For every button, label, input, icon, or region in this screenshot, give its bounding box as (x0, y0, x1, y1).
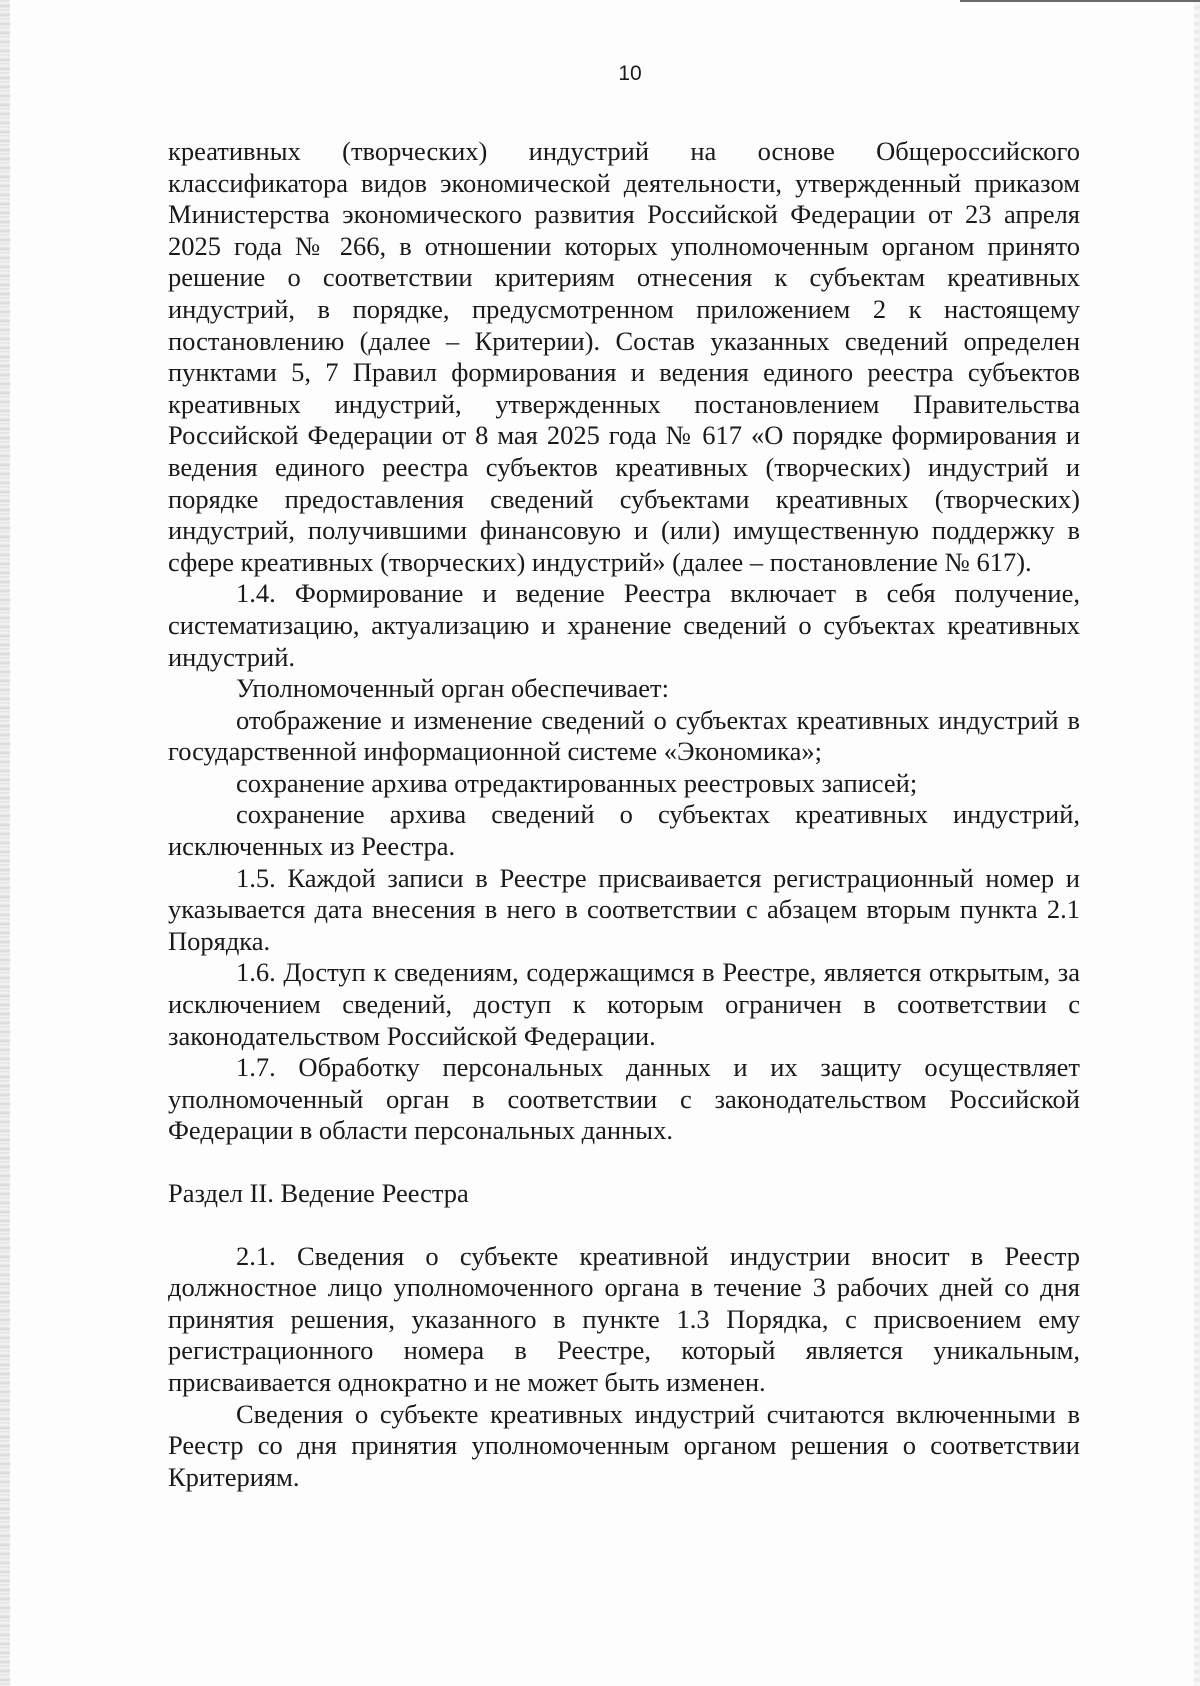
paragraph-1-6: 1.6. Доступ к сведениям, содержащимся в Реестре, является открытым, за исключением сведений, доступ к которым ограничен в соответствии с законодательством Российской Федерации. (168, 957, 1080, 1051)
paragraph-archive-excluded: сохранение архива сведений о субъектах креативных индустрий, исключенных из Реестра. (168, 799, 1080, 862)
paragraph-authority-provides: Уполномоченный орган обеспечивает: (236, 673, 669, 704)
paragraph-1-4: 1.4. Формирование и ведение Реестра включает в себя получение, систематизацию, актуализацию и хранение сведений о субъектах креативных индустрий. (168, 578, 1080, 672)
paragraph-display-change: отображение и изменение сведений о субъектах креативных индустрий в государственной информационной системе «Экономика»; (168, 704, 1080, 767)
paragraph-1-5: 1.5. Каждой записи в Реестре присваивается регистрационный номер и указывается дата внесения в него в соответствии с абзацем вторым пункта 2.1 Порядка. (168, 862, 1080, 956)
page-number: 10 (618, 62, 642, 85)
scan-edge-right (1194, 0, 1200, 1686)
paragraph-continuation: креативных (творческих) индустрий на основе Общероссийского классификатора видов экономической деятельности, утвержденный приказом Министерства экономического развития Российской Федерации от 23 апреля 2025 года № 266, в отношении которых уполномоченным органом принято решение о соответствии критериям отнесения к субъектам креативных индустрий, в порядке, предусмотренном приложением 2 к настоящему постановлению (далее – Критерии). Состав указанных сведений определен пунктами 5, 7 Правил формирования и ведения единого реестра субъектов креативных индустрий, утвержденных постановлением Правительства Российской Федерации от 8 мая 2025 года № 617 «О порядке формирования и ведения единого реестра субъектов креативных (творческих) индустрий и порядке предоставления сведений субъектами креативных (творческих) индустрий, получившими финансовую и (или) имущественную поддержку в сфере креативных (творческих) индустрий» (далее – постановление № 617). (168, 136, 1080, 577)
section-title: Раздел II. Ведение Реестра (168, 1178, 469, 1208)
paragraph-2-1: 2.1. Сведения о субъекте креативной индустрии вносит в Реестр должностное лицо уполномоченного органа в течение 3 рабочих дней со дня принятия решения, указанного в пункте 1.3 Порядка, с присвоением ему регистрационного номера в Реестре, который является уникальным, присваивается однократно и не может быть изменен. (168, 1240, 1080, 1397)
paragraph-1-7: 1.7. Обработку персональных данных и их защиту осуществляет уполномоченный орган в соответствии с законодательством Российской Федерации в области персональных данных. (168, 1052, 1080, 1146)
scan-edge-left (0, 0, 10, 1686)
scan-top-line (960, 0, 1200, 2)
paragraph-inclusion-date: Сведения о субъекте креативных индустрий считаются включенными в Реестр со дня принятия уполномоченным органом решения о соответствии Критериям. (168, 1398, 1080, 1492)
paragraph-archive-edited: сохранение архива отредактированных реестровых записей; (236, 767, 918, 798)
document-body (168, 136, 1080, 1493)
